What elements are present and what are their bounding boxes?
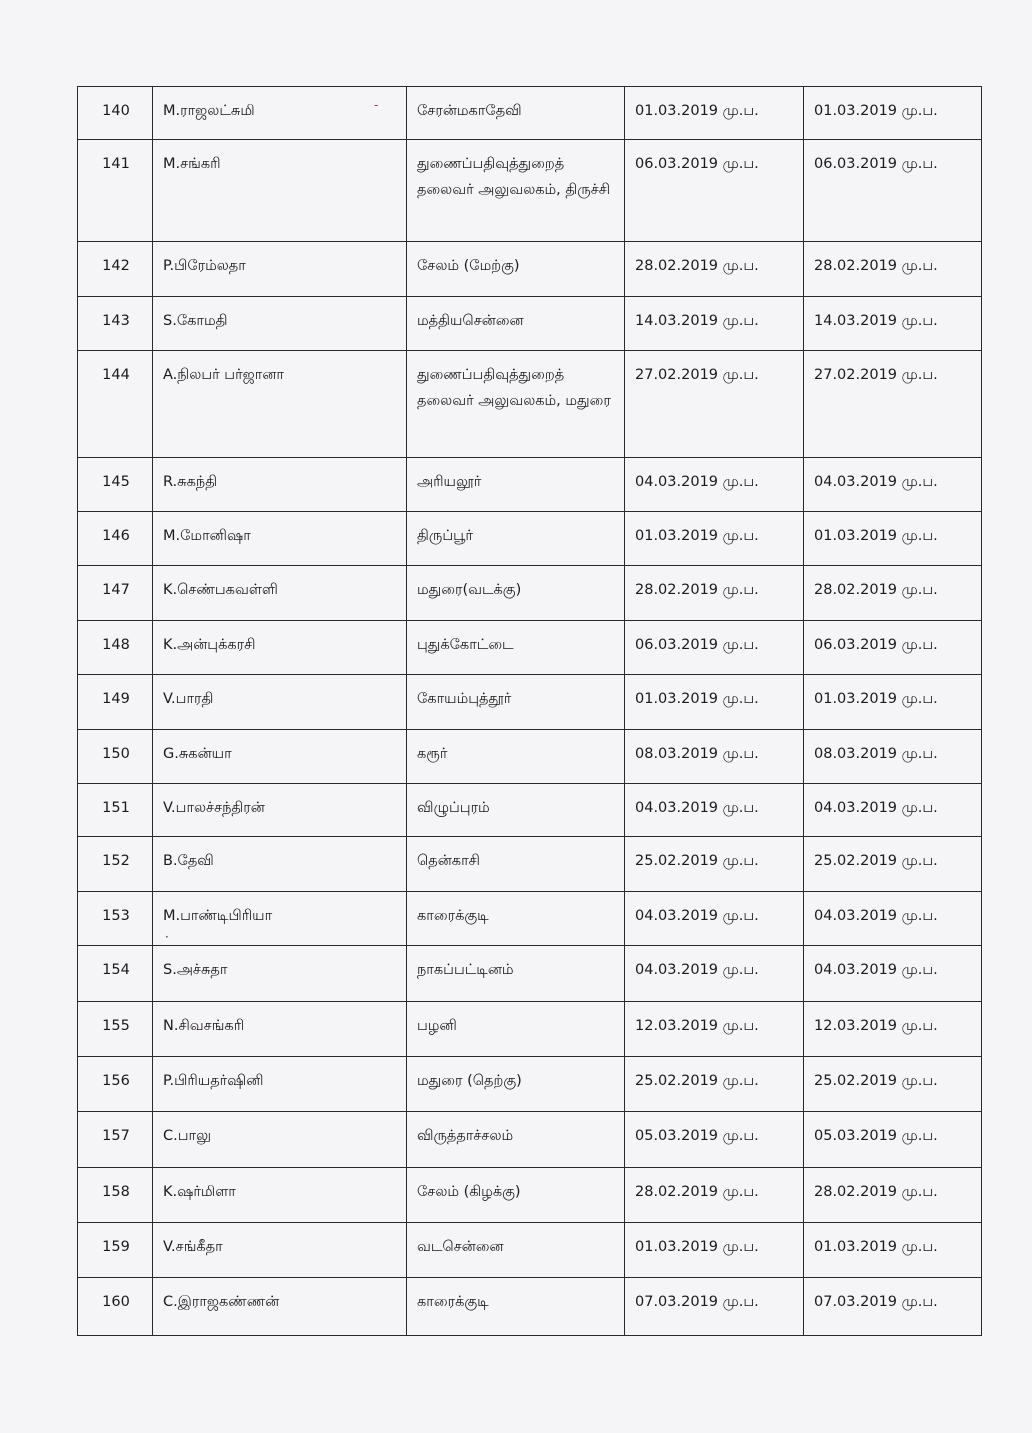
- employee-name-cell: K.ஷர்மிளா: [153, 1168, 407, 1223]
- serial-number-cell: 154: [78, 946, 153, 1002]
- employee-name-cell: V.பாலச்சந்திரன்: [153, 784, 407, 837]
- office-cell: துணைப்பதிவுத்துறைத் தலைவர் அலுவலகம், திருச்சி: [407, 140, 625, 242]
- joining-date-cell: 28.02.2019 மு.ப.: [804, 1168, 982, 1223]
- relieving-date-cell: 12.03.2019 மு.ப.: [625, 1002, 804, 1057]
- joining-date-cell: 07.03.2019 மு.ப.: [804, 1278, 982, 1336]
- office-cell: நாகப்பட்டினம்: [407, 946, 625, 1002]
- employee-name-cell: K.அன்புக்கரசி: [153, 621, 407, 675]
- relieving-date-cell: 01.03.2019 மு.ப.: [625, 512, 804, 566]
- employee-name-cell: M.ராஜலட்சுமி: [153, 87, 407, 140]
- office-cell: மத்தியசென்னை: [407, 297, 625, 351]
- serial-number-cell: 153: [78, 892, 153, 946]
- employee-name-cell: V.சங்கீதா: [153, 1223, 407, 1278]
- relieving-date-cell: 04.03.2019 மு.ப.: [625, 946, 804, 1002]
- relieving-date-cell: 25.02.2019 மு.ப.: [625, 837, 804, 892]
- joining-date-cell: 28.02.2019 மு.ப.: [804, 566, 982, 621]
- joining-date-cell: 25.02.2019 மு.ப.: [804, 837, 982, 892]
- office-cell: சேலம் (கிழக்கு): [407, 1168, 625, 1223]
- table-row: [78, 892, 982, 946]
- serial-number-cell: 151: [78, 784, 153, 837]
- relieving-date-cell: 05.03.2019 மு.ப.: [625, 1112, 804, 1168]
- office-cell: வடசென்னை: [407, 1223, 625, 1278]
- relieving-date-cell: 04.03.2019 மு.ப.: [625, 784, 804, 837]
- employee-name-cell: B.தேவி: [153, 837, 407, 892]
- table-row: [78, 837, 982, 892]
- relieving-date-cell: 06.03.2019 மு.ப.: [625, 621, 804, 675]
- table-row: [78, 566, 982, 621]
- table-body: [78, 87, 982, 1336]
- joining-date-cell: 04.03.2019 மு.ப.: [804, 892, 982, 946]
- relieving-date-cell: 01.03.2019 மு.ப.: [625, 675, 804, 730]
- relieving-date-cell: 01.03.2019 மு.ப.: [625, 87, 804, 140]
- employee-name-cell: C.இராஜகண்ணன்: [153, 1278, 407, 1336]
- serial-number-cell: 148: [78, 621, 153, 675]
- relieving-date-cell: 27.02.2019 மு.ப.: [625, 351, 804, 458]
- table-row: [78, 1223, 982, 1278]
- relieving-date-cell: 25.02.2019 மு.ப.: [625, 1057, 804, 1112]
- joining-date-cell: 04.03.2019 மு.ப.: [804, 458, 982, 512]
- employee-name-cell: M.சங்கரி: [153, 140, 407, 242]
- office-cell: திருப்பூர்: [407, 512, 625, 566]
- serial-number-cell: 157: [78, 1112, 153, 1168]
- office-cell: விருத்தாச்சலம்: [407, 1112, 625, 1168]
- office-cell: மதுரை(வடக்கு): [407, 566, 625, 621]
- employee-name-cell: P.பிரியதர்ஷினி: [153, 1057, 407, 1112]
- office-cell: தென்காசி: [407, 837, 625, 892]
- relieving-date-cell: 28.02.2019 மு.ப.: [625, 1168, 804, 1223]
- table-row: [78, 87, 982, 140]
- office-cell: கரூர்: [407, 730, 625, 784]
- joining-date-cell: 14.03.2019 மு.ப.: [804, 297, 982, 351]
- table-row: [78, 458, 982, 512]
- relieving-date-cell: 04.03.2019 மு.ப.: [625, 892, 804, 946]
- relieving-date-cell: 04.03.2019 மு.ப.: [625, 458, 804, 512]
- joining-date-cell: 06.03.2019 மு.ப.: [804, 140, 982, 242]
- serial-number-cell: 155: [78, 1002, 153, 1057]
- employee-name-cell: N.சிவசங்கரி: [153, 1002, 407, 1057]
- joining-date-cell: 12.03.2019 மு.ப.: [804, 1002, 982, 1057]
- office-cell: கோயம்புத்தூர்: [407, 675, 625, 730]
- serial-number-cell: 140: [78, 87, 153, 140]
- serial-number-cell: 159: [78, 1223, 153, 1278]
- office-cell: காரைக்குடி: [407, 1278, 625, 1336]
- serial-number-cell: 145: [78, 458, 153, 512]
- employee-name-cell: G.சுகன்யா: [153, 730, 407, 784]
- joining-date-cell: 06.03.2019 மு.ப.: [804, 621, 982, 675]
- joining-date-cell: 28.02.2019 மு.ப.: [804, 242, 982, 297]
- serial-number-cell: 146: [78, 512, 153, 566]
- office-cell: சேலம் (மேற்கு): [407, 242, 625, 297]
- serial-number-cell: 143: [78, 297, 153, 351]
- table-row: [78, 297, 982, 351]
- joining-date-cell: 01.03.2019 மு.ப.: [804, 512, 982, 566]
- relieving-date-cell: 28.02.2019 மு.ப.: [625, 242, 804, 297]
- office-cell: விழுப்புரம்: [407, 784, 625, 837]
- employee-name-cell: S.அச்சுதா: [153, 946, 407, 1002]
- stray-mark: -: [374, 98, 379, 112]
- office-cell: பழனி: [407, 1002, 625, 1057]
- employee-name-cell: P.பிரேம்லதா: [153, 242, 407, 297]
- serial-number-cell: 160: [78, 1278, 153, 1336]
- serial-number-cell: 152: [78, 837, 153, 892]
- joining-date-cell: 05.03.2019 மு.ப.: [804, 1112, 982, 1168]
- joining-date-cell: 04.03.2019 மு.ப.: [804, 784, 982, 837]
- relieving-date-cell: 06.03.2019 மு.ப.: [625, 140, 804, 242]
- joining-date-cell: 01.03.2019 மு.ப.: [804, 87, 982, 140]
- office-cell: மதுரை (தெற்கு): [407, 1057, 625, 1112]
- table-row: [78, 621, 982, 675]
- office-cell: காரைக்குடி: [407, 892, 625, 946]
- employee-name-cell: A.நிலபர் பர்ஜானா: [153, 351, 407, 458]
- joining-date-cell: 27.02.2019 மு.ப.: [804, 351, 982, 458]
- joining-date-cell: 08.03.2019 மு.ப.: [804, 730, 982, 784]
- table-row: [78, 784, 982, 837]
- table-row: [78, 140, 982, 242]
- table-row: [78, 946, 982, 1002]
- table-row: [78, 351, 982, 458]
- table-row: [78, 242, 982, 297]
- relieving-date-cell: 07.03.2019 மு.ப.: [625, 1278, 804, 1336]
- serial-number-cell: 156: [78, 1057, 153, 1112]
- office-cell: சேரன்மகாதேவி: [407, 87, 625, 140]
- table-row: [78, 730, 982, 784]
- office-cell: துணைப்பதிவுத்துறைத் தலைவர் அலுவலகம், மதுரை: [407, 351, 625, 458]
- employee-name-cell: V.பாரதி: [153, 675, 407, 730]
- employee-name-cell: K.செண்பகவள்ளி: [153, 566, 407, 621]
- relieving-date-cell: 28.02.2019 மு.ப.: [625, 566, 804, 621]
- serial-number-cell: 149: [78, 675, 153, 730]
- serial-number-cell: 147: [78, 566, 153, 621]
- joining-date-cell: 01.03.2019 மு.ப.: [804, 675, 982, 730]
- office-cell: புதுக்கோட்டை: [407, 621, 625, 675]
- table-row: [78, 1112, 982, 1168]
- employee-name-cell: S.கோமதி: [153, 297, 407, 351]
- table-row: [78, 1168, 982, 1223]
- employee-name-cell: M.மோனிஷா: [153, 512, 407, 566]
- joining-date-cell: 25.02.2019 மு.ப.: [804, 1057, 982, 1112]
- employee-name-cell: C.பாலு: [153, 1112, 407, 1168]
- employee-name-cell: M.பாண்டிபிரியா: [153, 892, 407, 946]
- table-row: [78, 1057, 982, 1112]
- relieving-date-cell: 14.03.2019 மு.ப.: [625, 297, 804, 351]
- serial-number-cell: 141: [78, 140, 153, 242]
- serial-number-cell: 150: [78, 730, 153, 784]
- joining-date-cell: 01.03.2019 மு.ப.: [804, 1223, 982, 1278]
- table-row: [78, 1278, 982, 1336]
- serial-number-cell: 158: [78, 1168, 153, 1223]
- stray-dot: ·: [165, 930, 169, 944]
- table-row: [78, 1002, 982, 1057]
- table-row: [78, 512, 982, 566]
- table-row: [78, 675, 982, 730]
- serial-number-cell: 144: [78, 351, 153, 458]
- relieving-date-cell: 08.03.2019 மு.ப.: [625, 730, 804, 784]
- serial-number-cell: 142: [78, 242, 153, 297]
- employee-name-cell: R.சுகந்தி: [153, 458, 407, 512]
- relieving-date-cell: 01.03.2019 மு.ப.: [625, 1223, 804, 1278]
- joining-date-cell: 04.03.2019 மு.ப.: [804, 946, 982, 1002]
- transfer-table: [77, 86, 982, 1336]
- office-cell: அரியலூர்: [407, 458, 625, 512]
